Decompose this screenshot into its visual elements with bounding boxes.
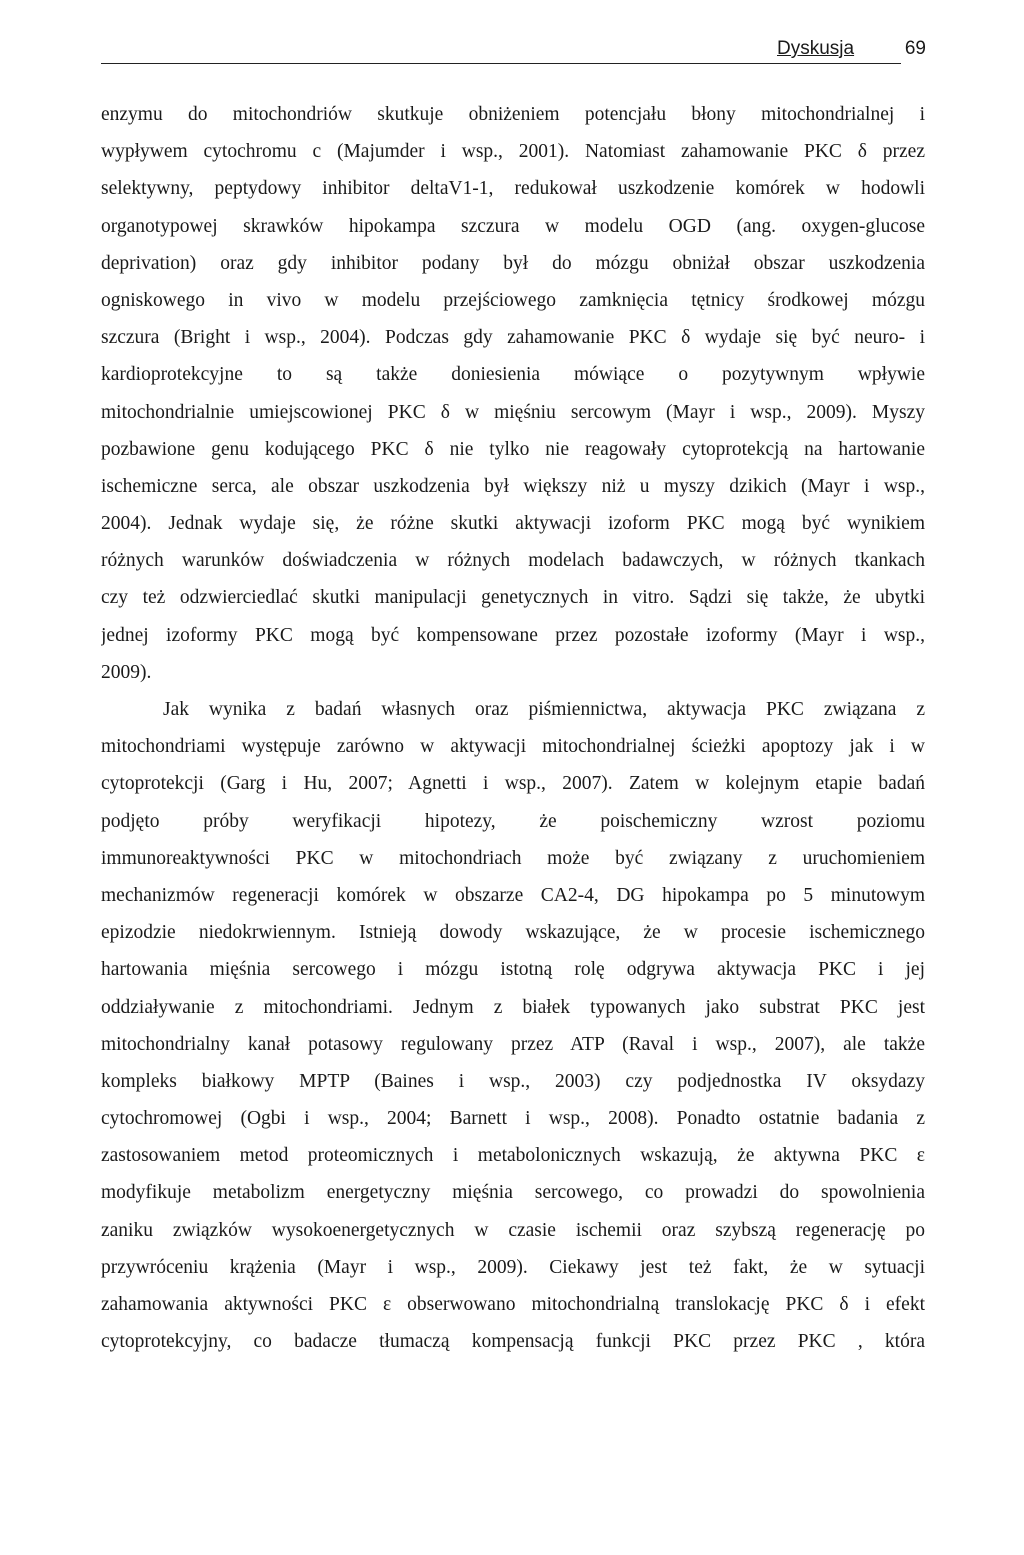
text-line: modyfikuje metabolizm energetyczny mięśnia sercowego, co prowadzi do spowolnienia xyxy=(101,1182,925,1204)
page-number: 69 xyxy=(904,38,926,59)
paragraph-1 xyxy=(101,96,925,691)
text-line: pozbawione genu kodującego PKC δ nie tylko nie reagowały cytoprotekcją na hartowanie xyxy=(101,438,925,460)
text-line: Jak wynika z badań własnych oraz piśmiennictwa, aktywacja PKC związana z xyxy=(163,699,925,720)
text-line: 2004). Jednak wydaje się, że różne skutki aktywacji izoform PKC mogą być wynikiem xyxy=(101,513,925,535)
text-line: cytochromowej (Ogbi i wsp., 2004; Barnett i wsp., 2008). Ponadto ostatnie badania z xyxy=(101,1108,925,1130)
text-line: organotypowej skrawków hipokampa szczura w modelu OGD (ang. oxygen-glucose xyxy=(101,215,925,237)
text-line: mitochondrialnie umiejscowionej PKC δ w mięśniu sercowym (Mayr i wsp., 2009). Myszy xyxy=(101,401,925,423)
text-line: różnych warunków doświadczenia w różnych modelach badawczych, w różnych tkankach xyxy=(101,550,925,572)
text-line: mitochondrialny kanał potasowy regulowany przez ATP (Raval i wsp., 2007), ale także xyxy=(101,1033,925,1055)
text-line: podjęto próby weryfikacji hipotezy, że poischemiczny wzrost poziomu xyxy=(101,810,925,832)
text-line: 2009). xyxy=(101,661,152,683)
text-line: ogniskowego in vivo w modelu przejściowego zamknięcia tętnicy środkowej mózgu xyxy=(101,289,925,311)
text-line: przywróceniu krążenia (Mayr i wsp., 2009). Ciekawy jest też fakt, że w sytuacji xyxy=(101,1256,925,1278)
text-line: cytoprotekcyjny, co badacze tłumaczą kompensacją funkcji PKC przez PKC , która xyxy=(101,1331,925,1353)
text-line: enzymu do mitochondriów skutkuje obniżeniem potencjału błony mitochondrialnej i xyxy=(101,104,925,125)
text-line: szczura (Bright i wsp., 2004). Podczas gdy zahamowanie PKC δ wydaje się być neuro- i xyxy=(101,327,925,349)
header-rule xyxy=(101,63,901,64)
text-line: deprivation) oraz gdy inhibitor podany był do mózgu obniżał obszar uszkodzenia xyxy=(101,252,925,274)
body-text xyxy=(101,96,925,1360)
paragraph-2 xyxy=(101,691,925,1360)
text-line: kompleks białkowy MPTP (Baines i wsp., 2003) czy podjednostka IV oksydazy xyxy=(101,1070,925,1092)
text-line: epizodzie niedokrwiennym. Istnieją dowody wskazujące, że w procesie ischemicznego xyxy=(101,922,925,944)
text-line: ischemiczne serca, ale obszar uszkodzenia był większy niż u myszy dzikich (Mayr i wsp., xyxy=(101,475,925,497)
text-line: immunoreaktywności PKC w mitochondriach może być związany z uruchomieniem xyxy=(101,847,925,869)
text-line: zastosowaniem metod proteomicznych i metabolonicznych wskazują, że aktywna PKC ε xyxy=(101,1145,925,1167)
text-line: kardioprotekcyjne to są także doniesienia mówiące o pozytywnym wpływie xyxy=(101,364,925,386)
text-line: zaniku związków wysokoenergetycznych w czasie ischemii oraz szybszą regenerację po xyxy=(101,1219,925,1241)
page-header xyxy=(101,38,926,66)
text-line: jednej izoformy PKC mogą być kompensowane przez pozostałe izoformy (Mayr i wsp., xyxy=(101,624,925,646)
text-line: czy też odzwierciedlać skutki manipulacji genetycznych in vitro. Sądzi się także, że ubytki xyxy=(101,587,925,609)
section-title: Dyskusja xyxy=(777,38,855,59)
text-line: mechanizmów regeneracji komórek w obszarze CA2-4, DG hipokampa po 5 minutowym xyxy=(101,884,925,906)
text-line: wypływem cytochromu c (Majumder i wsp., 2001). Natomiast zahamowanie PKC δ przez xyxy=(101,141,925,163)
text-line: cytoprotekcji (Garg i Hu, 2007; Agnetti i wsp., 2007). Zatem w kolejnym etapie badań xyxy=(101,773,925,795)
text-line: hartowania mięśnia sercowego i mózgu istotną rolę odgrywa aktywacja PKC i jej xyxy=(101,959,925,981)
text-line: zahamowania aktywności PKC ε obserwowano mitochondrialną translokację PKC δ i efekt xyxy=(101,1294,925,1315)
text-line: selektywny, peptydowy inhibitor deltaV1-1, redukował uszkodzenie komórek w hodowli xyxy=(101,178,925,200)
text-line: oddziaływanie z mitochondriami. Jednym z białek typowanych jako substrat PKC jest xyxy=(101,996,925,1018)
text-line: mitochondriami występuje zarówno w aktywacji mitochondrialnej ścieżki apoptozy jak i w xyxy=(101,736,925,758)
